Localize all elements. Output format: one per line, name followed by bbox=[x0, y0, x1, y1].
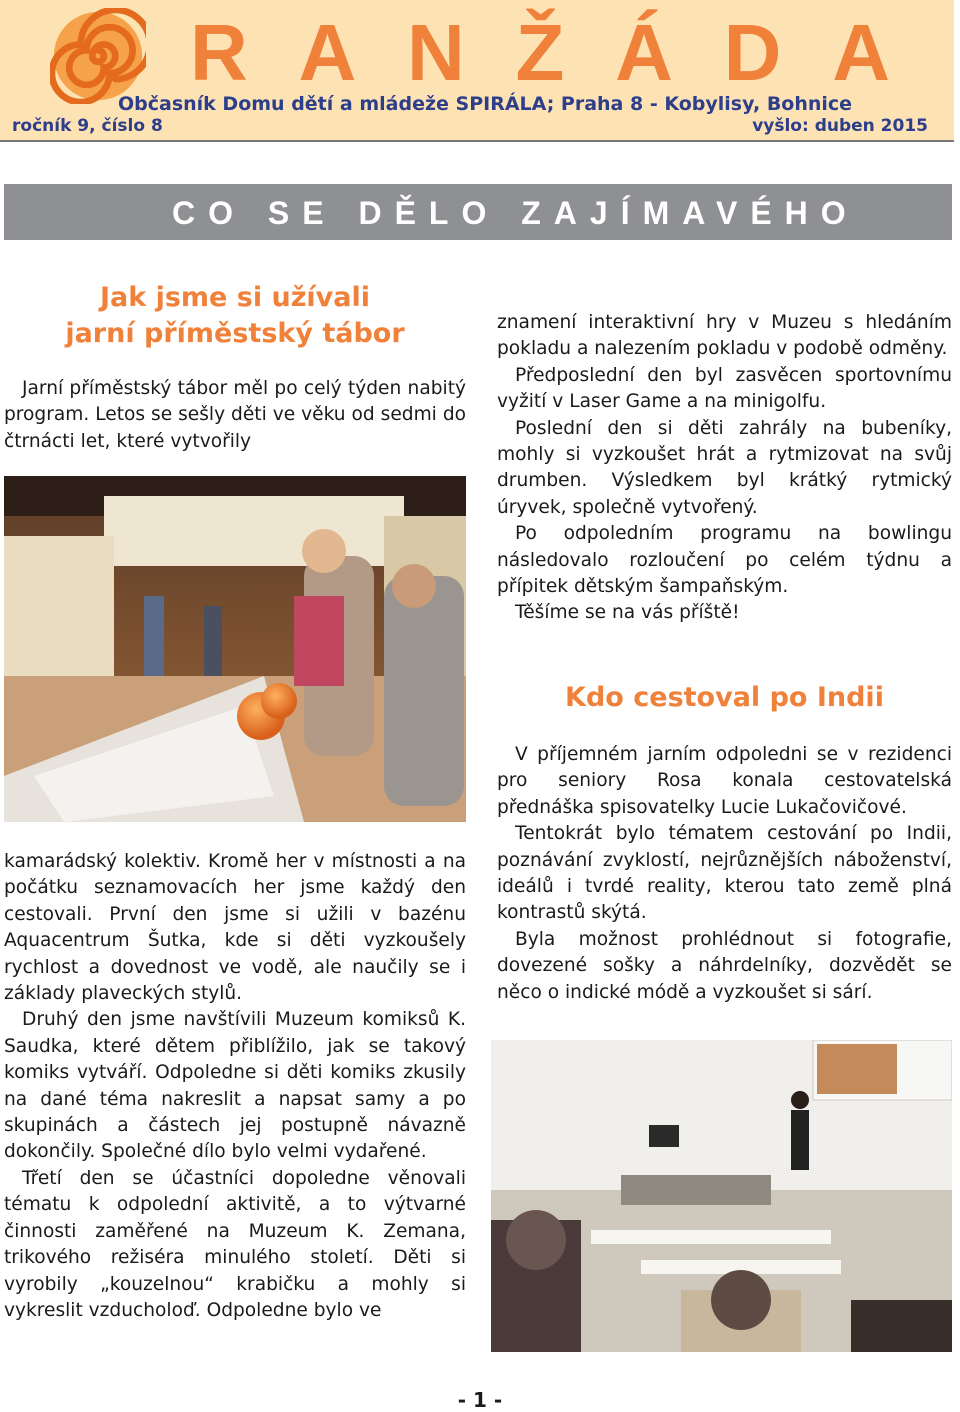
paragraph: V příjemném jarním odpoledni se v rezidenci pro seniory Rosa konala cestovatelská přednáška spisovatelky Lucie Lukačovičové. bbox=[497, 744, 952, 818]
paragraph: Jarní příměstský tábor měl po celý týden nabitý program. Letos se sešly děti ve věku od sedmi do čtrnácti let, které vytvořily bbox=[4, 378, 466, 452]
paragraph: Byla možnost prohlédnout si fotografie, dovezené sošky a náhrdelníky, dozvědět se něco o indické módě a vyzkoušet si sárí. bbox=[497, 928, 952, 1003]
title-letter: R bbox=[190, 8, 248, 97]
title-letter: Ž bbox=[515, 8, 565, 97]
paragraph: Druhý den jsme navštívili Muzeum komiksů K. Saudka, které dětem přiblížilo, jak se takový komiks vytváří. Odpoledne si děti komiks zkusily na dané téma nakreslit a napsat samy a po skupinách a částech jej postupně návazně dokončily. Společné dílo bylo velmi vydařené. bbox=[4, 1009, 466, 1163]
lecture-photo bbox=[491, 1040, 952, 1352]
spiral-logo-icon bbox=[50, 8, 146, 104]
article-body-right bbox=[497, 310, 952, 627]
masthead-subtitle: Občasník Domu dětí a mládeže SPIRÁLA; Praha 8 - Kobylisy, Bohnice bbox=[118, 93, 853, 115]
article-body-left bbox=[4, 849, 466, 1324]
page-number: - 1 - bbox=[457, 1388, 503, 1412]
title-letter: N bbox=[407, 8, 465, 97]
article-headline bbox=[4, 280, 466, 352]
article-body bbox=[497, 742, 952, 1006]
paragraph: kamarádský kolektiv. Kromě her v místnosti a na počátku seznamovacích her jsme každý den cestovali. První den jsme si užili v bazénu Aquacentrum Šutka, kde si děti vyzkoušely rychlost a dovednost ve vodě, ale naučily se i základy plaveckých stylů. bbox=[4, 851, 466, 1005]
article-headline: Kdo cestoval po Indii bbox=[565, 682, 884, 713]
paragraph: Poslední den si děti zahrály na bubeníky, mohly si vyzkoušet hrát a rytmizovat na svůj drumben. Výsledkem byl krátký rytmický úryvek, společně vytvořený. bbox=[497, 417, 952, 518]
paragraph: Třetí den se účastníci dopoledne věnovali tématu k odpolední aktivitě, a to výtvarné činnosti zaměřené na Muzeum K. Zemana, trikového režiséra minulého století. Děti si vyrobily „kouzelnou“ krabičku a mohly si vykreslit vzducholoď. Odpoledne bylo ve bbox=[4, 1167, 466, 1321]
article-intro bbox=[4, 376, 466, 455]
title-letter: A bbox=[832, 8, 890, 97]
paragraph: Tentokrát bylo tématem cestování po Indii, poznávání zvyklostí, nejrůznějších náboženství, ideálů i tvrdé reality, kterou tato země plná kontrastů skýtá. bbox=[497, 823, 952, 924]
headline-line: Jak jsme si užívali bbox=[99, 282, 371, 313]
section-title-bar: CO SE DĚLO ZAJÍMAVÉHO bbox=[4, 184, 952, 240]
paragraph: Předposlední den byl zasvěcen sportovnímu vyžití v Laser Game a na minigolfu. bbox=[497, 364, 952, 413]
newsletter-title bbox=[150, 8, 950, 98]
paragraph: znamení interaktivní hry v Muzeu s hledáním pokladu a nalezením pokladu v podobě odměny. bbox=[497, 312, 952, 360]
paragraph: Po odpoledním programu na bowlingu následovalo rozloučení po celém týdnu a přípitek dětským šampaňským. bbox=[497, 523, 952, 598]
issue-date: vyšlo: duben 2015 bbox=[752, 116, 928, 136]
title-letter: Á bbox=[615, 8, 673, 97]
title-letter: D bbox=[723, 8, 782, 97]
closing-line: Těšíme se na vás příště! bbox=[515, 602, 740, 624]
headline-line: jarní příměstský tábor bbox=[65, 318, 405, 349]
bowling-photo bbox=[4, 476, 466, 822]
issue-number: ročník 9, číslo 8 bbox=[12, 116, 163, 136]
masthead bbox=[0, 0, 954, 142]
title-letter: A bbox=[298, 8, 357, 97]
